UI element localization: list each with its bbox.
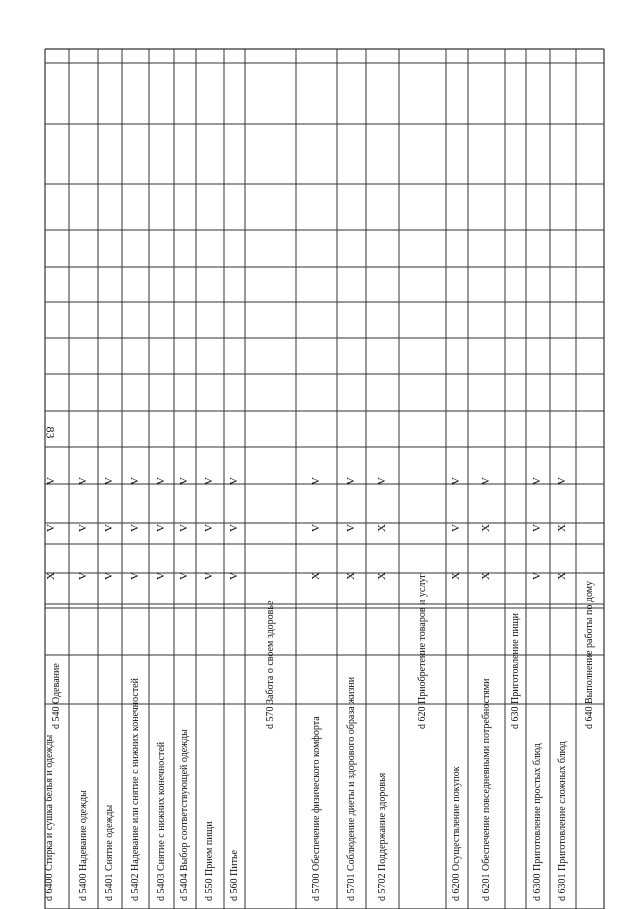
row-label: d 5702 Поддержание здоровья [376, 772, 388, 901]
mark-v: V [227, 524, 240, 532]
mark-v: V [103, 477, 115, 485]
mark-v: V [479, 477, 492, 485]
mark-x: X [375, 572, 388, 580]
mark-v: V [375, 477, 388, 485]
mark-x: X [45, 572, 57, 580]
section-heading: d 540 Одевание [51, 663, 62, 729]
mark-x: X [479, 572, 492, 580]
mark-v: V [203, 524, 215, 532]
row-label: d 6300 Приготовление простых блюд [532, 743, 543, 901]
section-heading: d 620 Приобретение товаров и услуг [416, 573, 428, 729]
row-label: d 5401 Снятие одежды [104, 804, 115, 901]
mark-x: X [309, 572, 322, 580]
row-label: d 5403 Снятие с нижних конечностей [155, 741, 167, 901]
row-label: d 6200 Осуществление покупок [451, 766, 462, 901]
mark-v: V [154, 572, 167, 580]
mark-x: X [556, 524, 568, 532]
mark-v: V [203, 477, 215, 485]
mark-v: V [309, 477, 322, 485]
mark-v: V [178, 524, 190, 532]
assessment-table [45, 49, 604, 909]
row-label: d 6400 Стирка и сушка белья и одежды [44, 734, 55, 901]
mark-x: X [479, 524, 492, 532]
mark-v: V [178, 477, 190, 485]
mark-x: X [450, 572, 462, 580]
section-heading: d 570 Забота о своем здоровье [264, 600, 276, 729]
section-heading: d 630 Приготовление пищи [509, 613, 521, 729]
row-label: d 5700 Обеспечение физического комфорта [310, 716, 322, 901]
mark-v: V [103, 524, 115, 532]
mark-v: V [154, 477, 167, 485]
mark-v: V [178, 572, 190, 580]
mark-x: X [344, 572, 357, 580]
row-label: d 5701 Соблюдение диеты и здорового образа жизни [345, 676, 357, 901]
mark-v: V [309, 524, 322, 532]
mark-v: V [344, 524, 357, 532]
mark-v: V [344, 477, 357, 485]
mark-v: V [76, 572, 89, 580]
mark-x: X [375, 524, 388, 532]
row-label: d 550 Прием пищи [204, 821, 215, 901]
row-label: d 5402 Надевание или снятие с нижних конечностей [129, 678, 141, 901]
mark-v: V [128, 524, 141, 532]
mark-v: V [203, 572, 215, 580]
mark-v: V [450, 477, 462, 485]
row-label: d 6301 Приготовление сложных блюд [557, 741, 568, 901]
mark-v: V [154, 524, 167, 532]
mark-v: V [227, 572, 240, 580]
mark-v: V [531, 572, 543, 580]
mark-x: X [556, 572, 568, 580]
mark-v: V [45, 524, 57, 532]
mark-v: V [76, 524, 89, 532]
mark-v: V [76, 477, 89, 485]
mark-v: V [531, 524, 543, 532]
page-number: 83 [43, 426, 58, 439]
row-label: d 5404 Выбор соответствующей одежды [179, 729, 190, 901]
mark-v: V [531, 477, 543, 485]
mark-v: V [45, 477, 57, 485]
row-label: d 560 Питье [228, 850, 240, 901]
mark-v: V [450, 524, 462, 532]
mark-v: V [128, 572, 141, 580]
row-label: d 5400 Надевание одежды [77, 790, 89, 901]
mark-v: V [227, 477, 240, 485]
mark-v: V [103, 572, 115, 580]
mark-v: V [556, 477, 568, 485]
section-heading: d 640 Выполнение работы по дому [584, 580, 595, 729]
mark-v: V [128, 477, 141, 485]
row-label: d 6201 Обеспечение повседневными потребностями [480, 678, 492, 901]
